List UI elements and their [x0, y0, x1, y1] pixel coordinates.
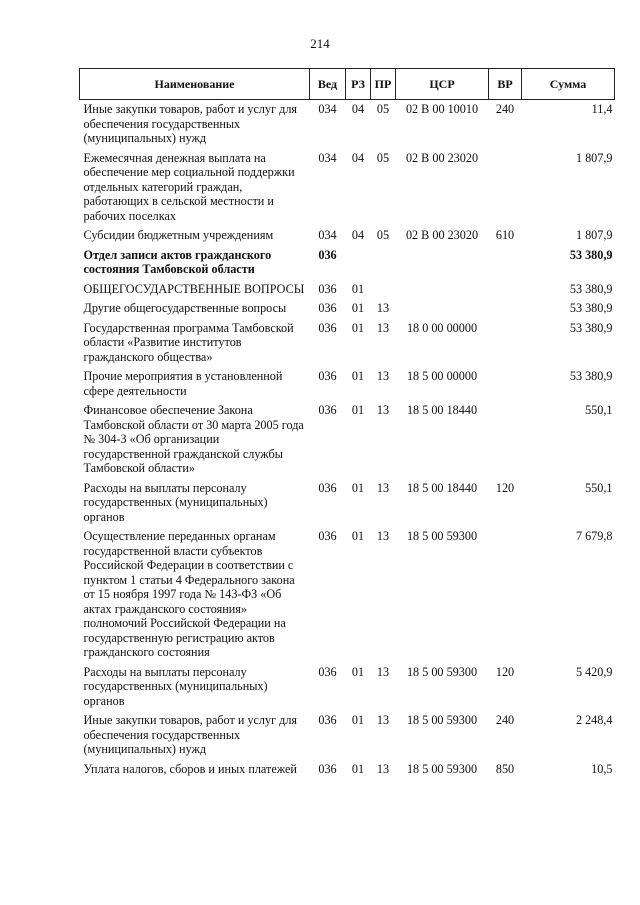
cell-vr: 120	[495, 480, 515, 495]
cell-sum: 550,1	[585, 480, 613, 495]
header-pr: ПР	[371, 69, 396, 100]
cell-sum: 1 807,9	[575, 228, 613, 242]
cell-sum: 53 380,9	[569, 247, 613, 262]
cell-ved: 036	[318, 761, 337, 776]
cell-ved: 036	[318, 369, 337, 383]
cell-rz: 01	[351, 529, 365, 543]
cell-ved: 036	[318, 301, 337, 315]
table-row	[80, 711, 615, 760]
cell-vr: 240	[495, 713, 515, 727]
cell-pr	[371, 246, 396, 280]
cell-csr	[396, 299, 489, 319]
cell-csr: 18 5 00 00000	[406, 369, 478, 383]
table-row	[80, 100, 615, 149]
header-vr: ВР	[489, 69, 522, 100]
cell-pr: 13	[376, 403, 390, 417]
cell-name: Расходы на выплаты персоналу государственных (муниципальных) органов	[83, 664, 268, 708]
cell-csr	[396, 246, 489, 280]
cell-csr: 18 5 00 59300	[406, 664, 478, 679]
cell-name: Субсидии бюджетным учреждениям	[83, 228, 274, 242]
cell-ved: 036	[318, 713, 337, 727]
cell-rz: 01	[351, 369, 365, 383]
cell-ved: 036	[318, 529, 337, 543]
cell-vr	[489, 367, 522, 401]
cell-vr: 120	[495, 664, 515, 679]
cell-pr: 13	[376, 664, 390, 679]
cell-name: Иные закупки товаров, работ и услуг для обеспечения государственных (муниципальных) нужд	[83, 713, 298, 756]
page-number: 214	[310, 36, 330, 51]
cell-sum: 1 807,9	[575, 150, 613, 165]
cell-pr: 13	[376, 529, 390, 543]
cell-pr: 13	[376, 369, 390, 383]
table-row	[80, 663, 615, 712]
cell-name: Иные закупки товаров, работ и услуг для обеспечения государственных (муниципальных) нужд	[83, 102, 298, 145]
cell-rz: 01	[351, 761, 365, 776]
cell-sum: 11,4	[591, 102, 613, 116]
header-ved: Вед	[310, 69, 346, 100]
cell-csr: 18 5 00 59300	[406, 713, 478, 727]
cell-vr	[489, 527, 522, 663]
cell-rz: 01	[351, 664, 365, 679]
header-rz: РЗ	[346, 69, 371, 100]
cell-vr	[489, 246, 522, 280]
cell-name: Другие общегосударственные вопросы	[83, 301, 287, 315]
cell-name: Прочие мероприятия в установленной сфере деятельности	[83, 369, 283, 398]
header-sum: Сумма	[522, 69, 615, 100]
cell-pr: 13	[376, 713, 390, 727]
table-body	[80, 100, 615, 780]
cell-ved: 036	[318, 247, 337, 262]
cell-ved: 034	[318, 228, 337, 242]
cell-pr: 13	[376, 320, 390, 335]
cell-rz: 01	[351, 480, 365, 495]
table-row	[80, 246, 615, 280]
cell-ved: 036	[318, 664, 337, 679]
header-name: Наименование	[80, 69, 310, 100]
cell-sum: 7 679,8	[575, 529, 613, 543]
table-header	[80, 69, 615, 100]
cell-csr: 02 В 00 23020	[405, 228, 479, 242]
table-row	[80, 760, 615, 780]
cell-vr: 850	[495, 761, 515, 776]
table-row	[80, 367, 615, 401]
cell-sum: 2 248,4	[575, 713, 613, 727]
cell-vr	[489, 319, 522, 368]
table-row	[80, 479, 615, 528]
cell-csr: 18 5 00 59300	[406, 529, 478, 543]
cell-pr	[371, 280, 396, 300]
cell-ved: 036	[318, 320, 337, 335]
cell-rz: 01	[351, 301, 365, 315]
cell-rz: 01	[351, 403, 365, 417]
cell-name: Отдел записи актов гражданского состояния Тамбовской области	[83, 247, 272, 276]
cell-csr: 02 В 00 23020	[405, 150, 479, 165]
cell-vr: 240	[495, 102, 515, 116]
cell-sum: 53 380,9	[569, 320, 613, 335]
cell-name: ОБЩЕГОСУДАРСТВЕННЫЕ ВОПРОСЫ	[83, 281, 305, 296]
cell-ved: 036	[318, 281, 337, 296]
table-row	[80, 319, 615, 368]
cell-vr	[489, 280, 522, 300]
cell-vr: 610	[495, 228, 515, 242]
cell-ved: 034	[318, 102, 337, 116]
cell-name: Уплата налогов, сборов и иных платежей	[83, 761, 297, 776]
cell-csr: 02 В 00 10010	[405, 102, 479, 116]
cell-vr	[489, 299, 522, 319]
table-row	[80, 226, 615, 246]
cell-name: Финансовое обеспечение Закона Тамбовской области от 30 марта 2005 года № 304-З «Об организации государственной гражданской службы Тамбовской области»	[83, 403, 304, 475]
cell-rz: 01	[351, 320, 365, 335]
cell-pr: 13	[376, 480, 390, 495]
cell-csr: 18 5 00 18440	[406, 403, 478, 417]
table-row	[80, 527, 615, 663]
cell-ved: 034	[318, 150, 337, 165]
cell-csr: 18 0 00 00000	[406, 320, 478, 335]
table-row	[80, 280, 615, 300]
cell-name: Государственная программа Тамбовской области «Развитие институтов гражданского общества»	[83, 320, 294, 364]
cell-ved: 036	[318, 403, 337, 417]
cell-pr: 13	[376, 301, 390, 315]
table-row	[80, 299, 615, 319]
cell-sum: 550,1	[585, 403, 613, 417]
cell-name: Ежемесячная денежная выплата на обеспечение мер социальной поддержки отдельных категорий граждан, работающих в сельской местности и рабочих поселках	[83, 150, 295, 223]
cell-pr: 13	[376, 761, 390, 776]
cell-rz: 04	[351, 228, 365, 242]
cell-sum: 53 380,9	[569, 369, 613, 383]
cell-sum: 53 380,9	[569, 301, 613, 315]
table-row	[80, 401, 615, 479]
header-csr: ЦСР	[396, 69, 489, 100]
cell-csr: 18 5 00 18440	[406, 480, 478, 495]
cell-rz	[346, 246, 371, 280]
cell-pr: 05	[376, 228, 390, 242]
cell-name: Осуществление переданных органам государственной власти субъектов Российской Федерации в соответствии с пунктом 1 статьи 4 Федерального закона от 15 ноября 1997 года № 143-ФЗ «Об актах гражданского состояния» полномочий Российской Федерации на государственную регистрацию актов гражданского состояния	[83, 529, 295, 659]
cell-sum: 53 380,9	[569, 281, 613, 296]
cell-name: Расходы на выплаты персоналу государственных (муниципальных) органов	[83, 480, 268, 524]
cell-csr	[396, 280, 489, 300]
cell-rz: 04	[351, 102, 365, 116]
cell-pr: 05	[376, 102, 390, 116]
table-row	[80, 149, 615, 227]
cell-sum: 10,5	[591, 761, 613, 776]
budget-table	[79, 68, 615, 779]
cell-sum: 5 420,9	[575, 664, 613, 679]
cell-vr	[489, 149, 522, 227]
cell-rz: 01	[351, 713, 365, 727]
cell-pr: 05	[376, 150, 390, 165]
cell-rz: 01	[351, 281, 365, 296]
cell-rz: 04	[351, 150, 365, 165]
cell-ved: 036	[318, 480, 337, 495]
cell-vr	[489, 401, 522, 479]
cell-csr: 18 5 00 59300	[406, 761, 478, 776]
